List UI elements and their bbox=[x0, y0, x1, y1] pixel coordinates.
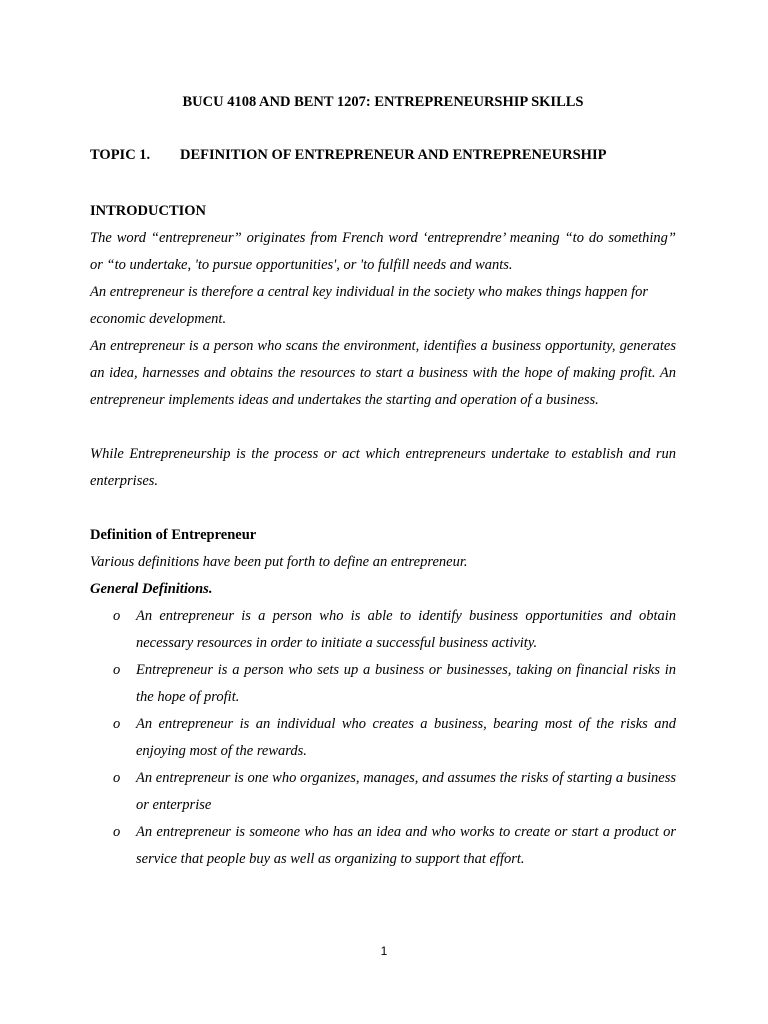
topic-heading bbox=[90, 145, 606, 165]
introduction-heading: INTRODUCTION bbox=[90, 203, 207, 219]
list-item bbox=[90, 603, 676, 657]
intro-paragraph-4: While Entrepreneurship is the process or act which entrepreneurs undertake to establish and run enterprises. bbox=[90, 446, 676, 489]
list-item-text: An entrepreneur is someone who has an idea and who works to create or start a product or service that people buy as well as organizing to support that effort. bbox=[136, 824, 676, 867]
bullet-marker: o bbox=[113, 824, 121, 840]
definition-lead: Various definitions have been put forth to define an entrepreneur. bbox=[90, 554, 468, 570]
intro-paragraph-1: The word “entrepreneur” originates from French word ‘entreprendre’ meaning “to do something” or “to undertake, 'to pursue opportunities', or 'to fulfill needs and wants. bbox=[90, 230, 676, 273]
bullet-marker: o bbox=[113, 716, 121, 732]
general-definitions-subheading: General Definitions. bbox=[90, 581, 213, 597]
topic-number: TOPIC 1. bbox=[90, 147, 151, 163]
bullet-marker: o bbox=[113, 662, 121, 678]
definition-heading: Definition of Entrepreneur bbox=[90, 527, 257, 543]
document-title: BUCU 4108 AND BENT 1207: ENTREPRENEURSHIP SKILLS bbox=[182, 94, 584, 110]
list-item-text: An entrepreneur is one who organizes, manages, and assumes the risks of starting a business or enterprise bbox=[136, 770, 676, 813]
bullet-marker: o bbox=[113, 608, 121, 624]
list-item bbox=[90, 819, 676, 873]
intro-paragraph-3: An entrepreneur is a person who scans the environment, identifies a business opportunity, generates an idea, harnesses and obtains the resources to start a business with the hope of making profit. An entrepreneur implements ideas and undertakes the starting and operation of a business. bbox=[90, 338, 676, 408]
intro-paragraph-2: An entrepreneur is therefore a central key individual in the society who makes things happen for economic development. bbox=[90, 284, 648, 327]
bullet-marker: o bbox=[113, 770, 121, 786]
list-item-text: An entrepreneur is an individual who creates a business, bearing most of the risks and enjoying most of the rewards. bbox=[136, 716, 676, 759]
list-item bbox=[90, 711, 676, 765]
spacer bbox=[90, 495, 676, 522]
list-item bbox=[90, 765, 676, 819]
page-number: 1 bbox=[380, 944, 388, 958]
document-body bbox=[90, 198, 676, 873]
list-item-text: Entrepreneur is a person who sets up a business or businesses, taking on financial risks in the hope of profit. bbox=[136, 662, 676, 705]
topic-title: DEFINITION OF ENTREPRENEUR AND ENTREPRENEURSHIP bbox=[180, 147, 607, 163]
list-item bbox=[90, 657, 676, 711]
spacer bbox=[90, 414, 676, 441]
list-item-text: An entrepreneur is a person who is able to identify business opportunities and obtain necessary resources in order to initiate a successful business activity. bbox=[136, 608, 676, 651]
definitions-list bbox=[90, 603, 676, 873]
